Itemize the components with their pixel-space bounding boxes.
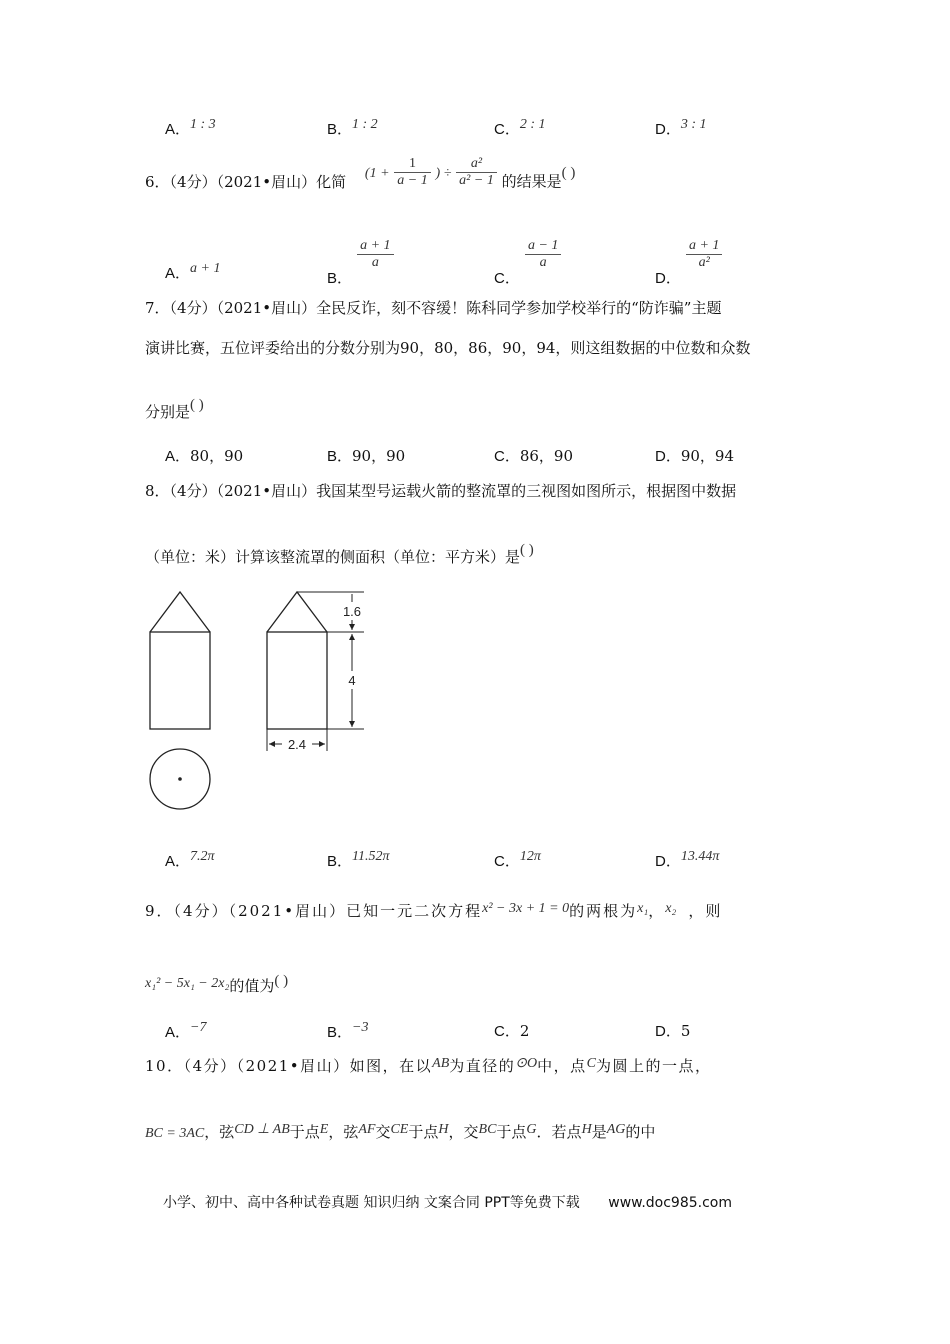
q5-option-b: B．1 : 2 — [327, 117, 378, 138]
q9-line-2: x₁² − 5x₁ − 2x₂的值为( ) — [145, 973, 289, 995]
footer-link[interactable]: www.doc985.com — [608, 1195, 732, 1211]
dim-label-side: 4 — [348, 673, 356, 688]
q7-option-a: A．80，90 — [165, 447, 244, 465]
q6-fraction-2: $\frac{\text{a²}}{\text{a² − 1}}$ — [456, 156, 497, 189]
q5-option-c: C．2 : 1 — [494, 117, 546, 138]
q6-fraction-1: $\frac{1}{a - 1}$ — [394, 156, 430, 189]
arrowhead — [349, 721, 355, 727]
q6-option-b: B． $\frac{a + 1}{a}$ — [327, 238, 394, 271]
front-view — [150, 592, 210, 729]
q10-line-2: BC = 3AC，弦CD ⊥ AB于点E，弦AF交CE于点H，交BC于点G．若点H是AG的中 — [145, 1122, 656, 1141]
q7-option-d: D．90，94 — [655, 447, 735, 465]
q8-option-c: C．12π — [494, 849, 541, 870]
q7-line-2: 演讲比赛，五位评委给出的分数分别为90，80，86，90，94，则这组数据的中位数和众数 — [145, 339, 751, 357]
top-view — [150, 749, 210, 809]
q8-three-view-figure — [140, 585, 380, 815]
page-footer — [163, 1192, 732, 1212]
dim-label-bottom: 2.4 — [287, 737, 307, 752]
front-view-cylinder — [150, 632, 210, 729]
q9-option-c: C．2 — [494, 1022, 530, 1040]
q6-option-c: C． $\frac{a - 1}{a}$ — [494, 238, 561, 271]
q6-option-b-fraction: $\frac{a + 1}{a}$ — [357, 238, 393, 271]
q7-line-1: 7．（4分）（2021•眉山）全民反诈，刻不容缓！陈科同学参加学校举行的“防诈骗”主题 — [145, 299, 722, 317]
q9-option-d: D．5 — [655, 1022, 691, 1040]
q6-option-d: D． $\frac{a + 1}{\text{a²}}$ — [655, 238, 722, 271]
q9-line-1: 9．（4分）（2021•眉山）已知一元二次方程x² − 3x + 1 = 0的两根为x₁，x₂ ，则 — [145, 901, 723, 920]
top-view-center — [178, 777, 182, 781]
arrowhead — [349, 624, 355, 630]
footer-text: 小学、初中、高中各种试卷真题 知识归纳 文案合同 PPT等免费下载 — [163, 1195, 580, 1211]
side-view — [267, 592, 364, 752]
q10-line-1: 10．（4分）（2021•眉山）如图，在以AB为直径的⊙O中，点C为圆上的一点， — [145, 1056, 712, 1075]
q7-option-c: C．86，90 — [494, 447, 574, 465]
q7-line-3: 分别是( ) — [145, 397, 204, 421]
q5-option-a: A．1 : 3 — [165, 117, 216, 138]
q8-line-1: 8．（4分）（2021•眉山）我国某型号运载火箭的整流罩的三视图如图所示，根据图中数据 — [145, 482, 737, 500]
q6-stem: 6．（4分）（2021•眉山）化简 (1 + $\frac{1}{a - 1}$ ) ÷ $\frac{\text{a²}}{\text{a² − 1}}$ 的结果是( ) — [145, 156, 576, 191]
q8-option-b: B．11.52π — [327, 849, 390, 870]
q6-option-d-fraction: $\frac{a + 1}{\text{a²}}$ — [686, 238, 722, 271]
dim-label-top: 1.6 — [342, 604, 362, 619]
q8-option-a: A．7.2π — [165, 849, 215, 870]
q8-line-2: （单位：米）计算该整流罩的侧面积（单位：平方米）是( ) — [145, 542, 534, 566]
q5-option-d: D．3 : 1 — [655, 117, 707, 138]
arrowhead — [269, 741, 275, 747]
q8-option-d: D．13.44π — [655, 849, 720, 870]
side-view-cylinder — [267, 632, 327, 729]
q9-option-b: B．−3 — [327, 1020, 369, 1041]
q7-option-b: B．90，90 — [327, 447, 406, 465]
front-view-cone — [150, 592, 210, 632]
q9-option-a: A．−7 — [165, 1020, 207, 1041]
q6-option-a: A．a + 1 — [165, 261, 221, 282]
side-view-cone — [267, 592, 327, 632]
q6-option-c-fraction: $\frac{a - 1}{a}$ — [525, 238, 561, 271]
arrowhead — [319, 741, 325, 747]
